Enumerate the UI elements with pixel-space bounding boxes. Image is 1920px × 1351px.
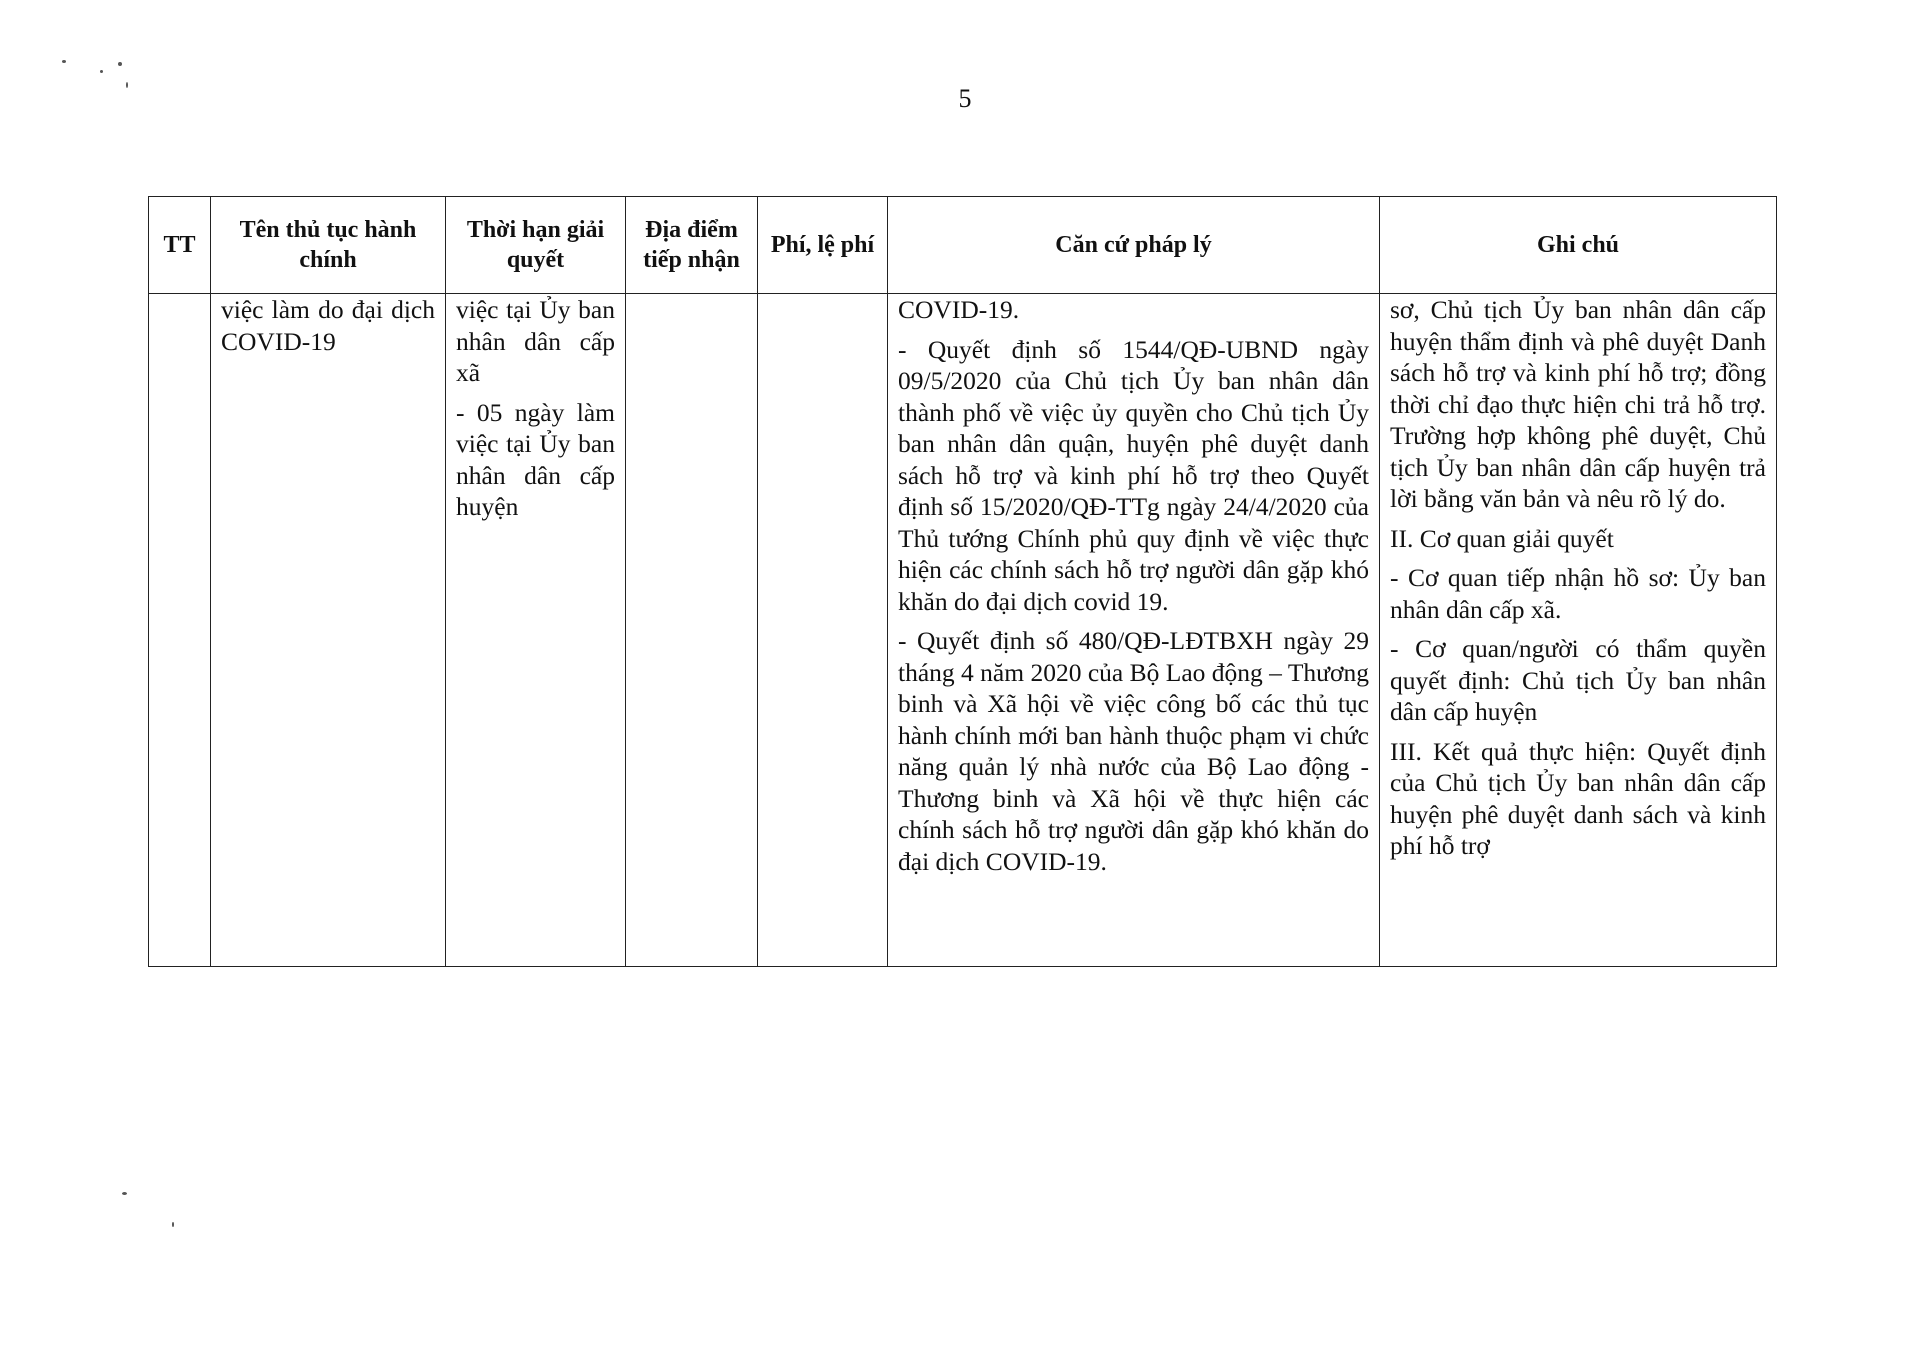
table-header-row bbox=[149, 197, 1777, 294]
processing-time-district: - 05 ngày làm việc tại Ủy ban nhân dân cấp huyện bbox=[456, 397, 615, 521]
header-processing-time: Thời hạn giải quyết bbox=[446, 197, 626, 294]
processing-time-commune: việc tại Ủy ban nhân dân cấp xã bbox=[456, 295, 615, 387]
cell-procedure-name bbox=[211, 294, 446, 967]
legal-basis-paragraph: COVID-19. bbox=[898, 295, 1020, 324]
scan-speck bbox=[122, 1192, 127, 1195]
scan-speck bbox=[100, 70, 103, 73]
scan-speck bbox=[62, 60, 66, 63]
cell-notes bbox=[1380, 294, 1777, 967]
scan-speck bbox=[126, 82, 128, 88]
header-receiving-place: Địa điểm tiếp nhận bbox=[626, 197, 758, 294]
procedure-table bbox=[148, 196, 1777, 967]
cell-processing-time bbox=[446, 294, 626, 967]
cell-legal-basis bbox=[888, 294, 1380, 967]
cell-fees bbox=[758, 294, 888, 967]
cell-receiving-place bbox=[626, 294, 758, 967]
header-procedure-name: Tên thủ tục hành chính bbox=[211, 197, 446, 294]
header-fees: Phí, lệ phí bbox=[758, 197, 888, 294]
table-row bbox=[149, 294, 1777, 967]
page-number: 5 bbox=[958, 84, 972, 113]
scan-speck bbox=[118, 62, 122, 66]
scan-speck bbox=[172, 1222, 174, 1227]
legal-basis-paragraph: - Quyết định số 1544/QĐ-UBND ngày 09/5/2020 của Chủ tịch Ủy ban nhân dân thành phố về việc ủy quyền cho Chủ tịch Ủy ban nhân dân quận, huyện phê duyệt danh sách hỗ trợ và kinh phí hỗ trợ theo Quyết định số 15/2020/QĐ-TTg ngày 24/4/2020 của Thủ tướng Chính phủ quy định về việc thực hiện các chính sách hỗ trợ người dân gặp khó khăn do đại dịch covid 19. bbox=[898, 334, 1369, 616]
header-tt: TT bbox=[149, 197, 211, 294]
procedure-name-text: việc làm do đại dịch COVID-19 bbox=[221, 295, 435, 356]
header-legal-basis: Căn cứ pháp lý bbox=[888, 197, 1380, 294]
note-paragraph: - Cơ quan/người có thẩm quyền quyết định: Chủ tịch Ủy ban nhân dân cấp huyện bbox=[1390, 634, 1766, 726]
note-paragraph: III. Kết quả thực hiện: Quyết định của Chủ tịch Ủy ban nhân dân cấp huyện phê duyệt danh sách và kinh phí hỗ trợ bbox=[1390, 736, 1766, 860]
header-notes: Ghi chú bbox=[1380, 197, 1777, 294]
note-paragraph: sơ, Chủ tịch Ủy ban nhân dân cấp huyện thẩm định và phê duyệt Danh sách hỗ trợ và kinh phí hỗ trợ; đồng thời chỉ đạo thực hiện chi trả hỗ trợ. Trường hợp không phê duyệt, Chủ tịch Ủy ban nhân dân cấp huyện trả lời bằng văn bản và nêu rõ lý do. bbox=[1390, 295, 1766, 513]
legal-basis-paragraph: - Quyết định số 480/QĐ-LĐTBXH ngày 29 tháng 4 năm 2020 của Bộ Lao động – Thương binh và Xã hội về việc công bố các thủ tục hành chính mới ban hành thuộc phạm vi chức năng quản lý nhà nước của Bộ Lao động - Thương binh và Xã hội về thực hiện các chính sách hỗ trợ người dân gặp khó khăn do đại dịch COVID-19. bbox=[898, 626, 1369, 876]
cell-tt bbox=[149, 294, 211, 967]
note-paragraph: - Cơ quan tiếp nhận hồ sơ: Ủy ban nhân dân cấp xã. bbox=[1390, 563, 1766, 624]
note-paragraph: II. Cơ quan giải quyết bbox=[1390, 523, 1614, 553]
